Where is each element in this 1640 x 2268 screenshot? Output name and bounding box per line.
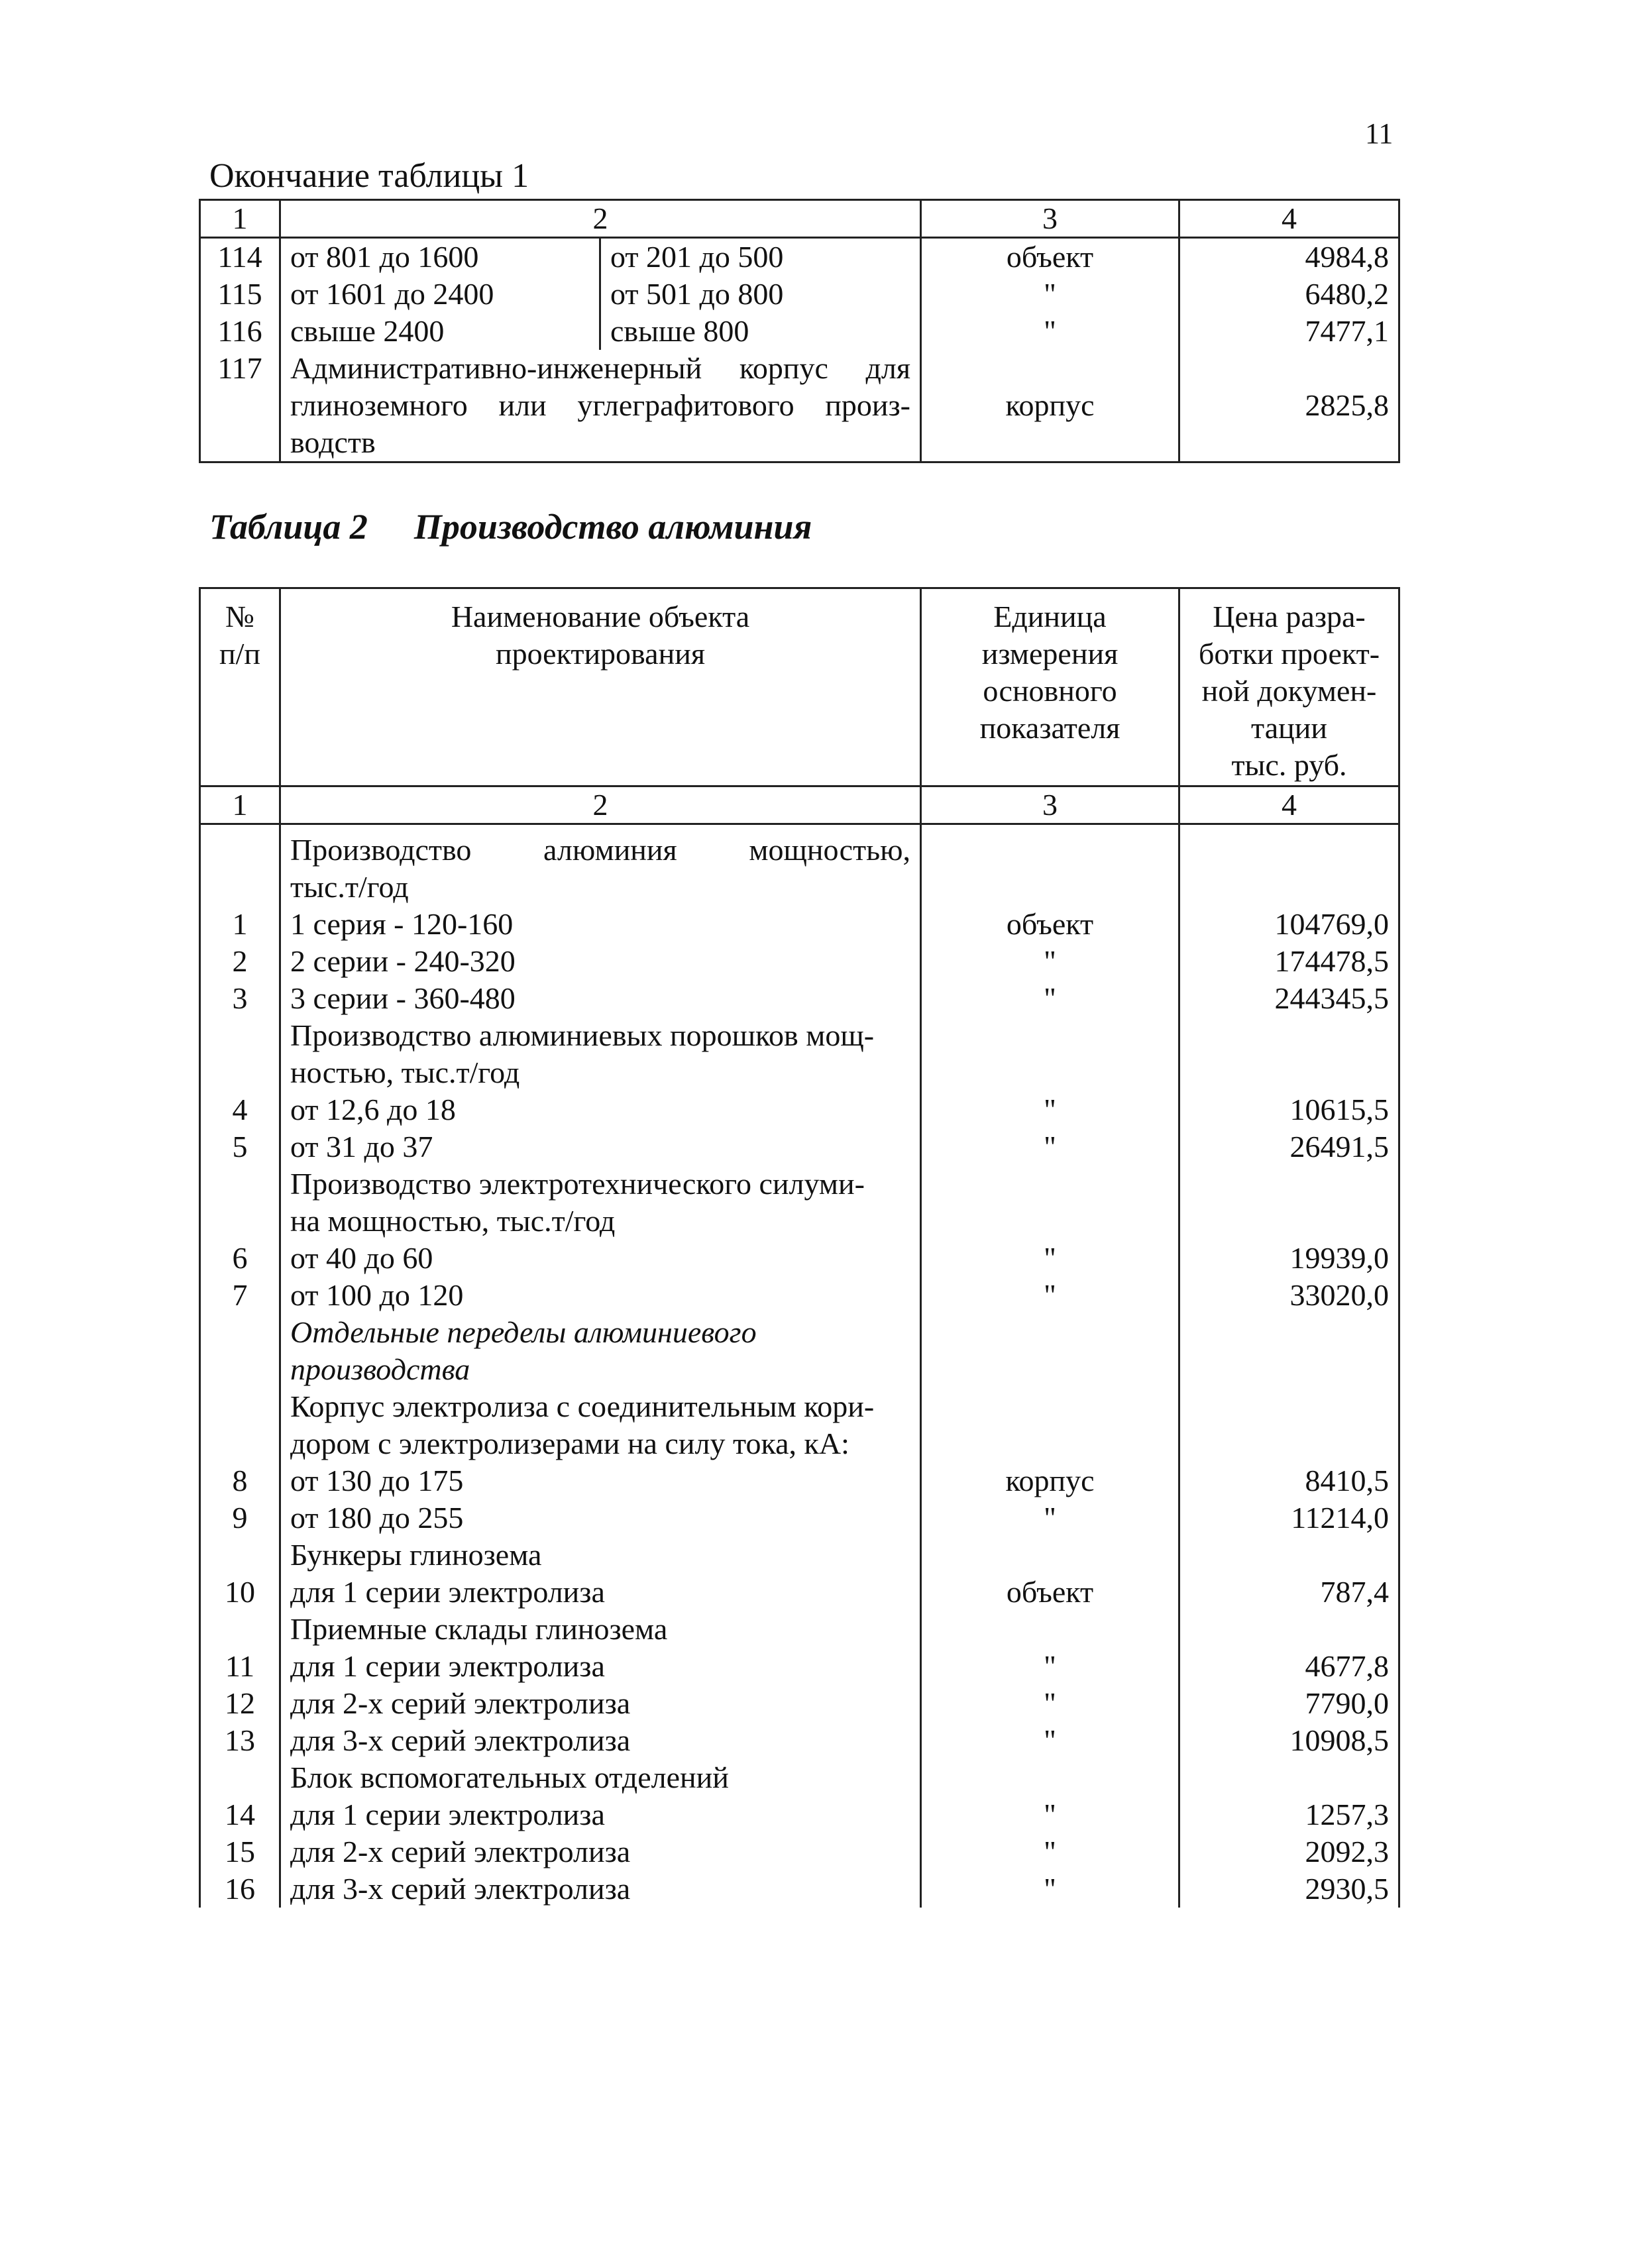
name-line: Административно-инженерный корпус для bbox=[290, 351, 910, 385]
table-row bbox=[200, 1833, 1399, 1870]
unit-cell: " bbox=[921, 313, 1179, 350]
unit-cell bbox=[921, 1165, 1179, 1203]
object-name: для 2-х серий электролиза bbox=[280, 1833, 921, 1870]
col-number: 4 bbox=[1179, 200, 1399, 238]
name-line: водств bbox=[290, 425, 376, 459]
header-line: № bbox=[225, 600, 254, 633]
col-number: 4 bbox=[1179, 786, 1399, 824]
row-number: 10 bbox=[225, 1575, 255, 1609]
object-name: для 2-х серий электролиза bbox=[280, 1685, 921, 1722]
col-number: 1 bbox=[200, 200, 280, 238]
name-line: глиноземного или углеграфитового произ- bbox=[290, 388, 910, 422]
object-name: 3 серии - 360-480 bbox=[280, 980, 921, 1017]
object-name: Производство электротехнического силуми- bbox=[280, 1165, 921, 1203]
col-number: 3 bbox=[921, 786, 1179, 824]
row-number: 5 bbox=[232, 1130, 248, 1163]
header-number bbox=[200, 588, 280, 786]
object-name: Отдельные переделы алюминиевого bbox=[280, 1314, 921, 1351]
table-2-body bbox=[200, 824, 1399, 1908]
col-number: 2 bbox=[280, 786, 921, 824]
row-number: 2 bbox=[232, 944, 248, 978]
price-cell bbox=[1179, 1017, 1399, 1054]
table-row bbox=[200, 1240, 1399, 1277]
price-cell bbox=[1179, 1537, 1399, 1574]
unit-cell bbox=[921, 1017, 1179, 1054]
price-cell: 6480,2 bbox=[1179, 276, 1399, 313]
row-number: 117 bbox=[217, 351, 262, 385]
price-cell bbox=[1179, 1611, 1399, 1648]
price-cell bbox=[1179, 1203, 1399, 1240]
col-number: 1 bbox=[200, 786, 280, 824]
object-name: для 1 серии электролиза bbox=[280, 1796, 921, 1833]
object-name: Приемные склады глинозема bbox=[280, 1611, 921, 1648]
object-name: Производство алюминиевых порошков мощ- bbox=[280, 1017, 921, 1054]
unit-cell bbox=[921, 869, 1179, 906]
object-name: для 1 серии электролиза bbox=[280, 1574, 921, 1611]
price-cell bbox=[1179, 1351, 1399, 1388]
header-line: основного bbox=[983, 674, 1117, 708]
table-row bbox=[200, 1462, 1399, 1499]
table-row bbox=[200, 1054, 1399, 1091]
price-cell: 244345,5 bbox=[1179, 980, 1399, 1017]
header-line: п/п bbox=[219, 637, 260, 671]
continuation-caption: Окончание таблицы 1 bbox=[209, 157, 529, 195]
header-line: тации bbox=[1251, 711, 1327, 745]
unit-cell: " bbox=[921, 1833, 1179, 1870]
object-name: на мощностью, тыс.т/год bbox=[280, 1203, 921, 1240]
row-number: 8 bbox=[232, 1464, 248, 1497]
table-2-title: Производство алюминия bbox=[413, 507, 812, 547]
table-row bbox=[200, 313, 1399, 350]
unit-cell: объект bbox=[921, 906, 1179, 943]
object-name: 2 серии - 240-320 bbox=[280, 943, 921, 980]
object-name: от 31 до 37 bbox=[280, 1128, 921, 1165]
header-line: Единица bbox=[993, 600, 1107, 633]
object-name: Бункеры глинозема bbox=[280, 1537, 921, 1574]
unit-cell: " bbox=[921, 1277, 1179, 1314]
header-line: Наименование объекта bbox=[451, 600, 750, 633]
col-number: 2 bbox=[280, 200, 921, 238]
unit-cell bbox=[921, 1759, 1179, 1796]
price-cell bbox=[1179, 869, 1399, 906]
unit-cell bbox=[921, 1611, 1179, 1648]
unit-cell bbox=[921, 1203, 1179, 1240]
table-2-header bbox=[200, 588, 1399, 786]
unit-cell: " bbox=[921, 1870, 1179, 1908]
table-row bbox=[200, 1277, 1399, 1314]
unit-cell: " bbox=[921, 1128, 1179, 1165]
header-line: показателя bbox=[979, 711, 1121, 745]
object-name: от 130 до 175 bbox=[280, 1462, 921, 1499]
header-line: Цена разра- bbox=[1213, 600, 1366, 633]
price-cell: 7790,0 bbox=[1179, 1685, 1399, 1722]
unit-cell: " bbox=[921, 1722, 1179, 1759]
price-cell: 26491,5 bbox=[1179, 1128, 1399, 1165]
unit-cell bbox=[921, 1388, 1179, 1425]
table-2-column-numbers bbox=[200, 786, 1399, 824]
unit-cell bbox=[921, 1054, 1179, 1091]
object-name: дором с электролизерами на силу тока, кА: bbox=[280, 1425, 921, 1462]
unit-cell bbox=[921, 1314, 1179, 1351]
header-price bbox=[1179, 588, 1399, 786]
unit-cell: " bbox=[921, 1685, 1179, 1722]
price-cell bbox=[1179, 1425, 1399, 1462]
price-cell: 8410,5 bbox=[1179, 1462, 1399, 1499]
table-row bbox=[200, 1648, 1399, 1685]
row-number bbox=[200, 1203, 280, 1240]
object-name bbox=[280, 350, 921, 462]
price-cell bbox=[1179, 1165, 1399, 1203]
row-number bbox=[200, 1759, 280, 1796]
range-b: от 501 до 800 bbox=[600, 276, 921, 313]
price-cell: 4677,8 bbox=[1179, 1648, 1399, 1685]
row-number bbox=[200, 1351, 280, 1388]
row-number: 9 bbox=[232, 1501, 248, 1535]
object-name: тыс.т/год bbox=[280, 869, 921, 906]
table-row bbox=[200, 1759, 1399, 1796]
object-name: от 12,6 до 18 bbox=[280, 1091, 921, 1128]
table-row bbox=[200, 943, 1399, 980]
price-cell: 11214,0 bbox=[1179, 1499, 1399, 1537]
table-row bbox=[200, 1499, 1399, 1537]
object-name: от 40 до 60 bbox=[280, 1240, 921, 1277]
table-row bbox=[200, 1870, 1399, 1908]
row-number: 14 bbox=[225, 1798, 255, 1831]
table-row bbox=[200, 1722, 1399, 1759]
row-number: 16 bbox=[225, 1872, 255, 1906]
range-a: свыше 2400 bbox=[280, 313, 600, 350]
row-number bbox=[200, 1425, 280, 1462]
col-number: 3 bbox=[921, 200, 1179, 238]
unit-cell: " bbox=[921, 276, 1179, 313]
header-unit bbox=[921, 588, 1179, 786]
row-number: 12 bbox=[225, 1686, 255, 1720]
table-row bbox=[200, 238, 1399, 276]
page-number: 11 bbox=[1365, 117, 1394, 150]
row-number: 13 bbox=[225, 1723, 255, 1757]
table-row bbox=[200, 1611, 1399, 1648]
unit-cell bbox=[921, 1425, 1179, 1462]
row-number bbox=[200, 1165, 280, 1203]
table-row bbox=[200, 1796, 1399, 1833]
unit-cell: " bbox=[921, 1796, 1179, 1833]
row-number bbox=[200, 1314, 280, 1351]
price-cell: 104769,0 bbox=[1179, 906, 1399, 943]
object-name: от 180 до 255 bbox=[280, 1499, 921, 1537]
price-cell: 1257,3 bbox=[1179, 1796, 1399, 1833]
table-row bbox=[200, 906, 1399, 943]
unit-cell: " bbox=[921, 1499, 1179, 1537]
unit-cell: корпус bbox=[921, 350, 1179, 462]
table-2-label: Таблица 2 bbox=[209, 507, 368, 547]
row-number: 7 bbox=[232, 1278, 248, 1312]
table-row bbox=[200, 1128, 1399, 1165]
object-name: Производство алюминия мощностью, bbox=[280, 824, 921, 869]
price-cell: 10908,5 bbox=[1179, 1722, 1399, 1759]
price-cell: 174478,5 bbox=[1179, 943, 1399, 980]
table-row bbox=[200, 1685, 1399, 1722]
header-line: ной докумен- bbox=[1201, 674, 1377, 708]
unit-cell: объект bbox=[921, 238, 1179, 276]
header-name bbox=[280, 588, 921, 786]
unit-cell: " bbox=[921, 1648, 1179, 1685]
price-cell: 787,4 bbox=[1179, 1574, 1399, 1611]
range-b: свыше 800 bbox=[600, 313, 921, 350]
row-number: 114 bbox=[217, 240, 262, 274]
range-a: от 801 до 1600 bbox=[280, 238, 600, 276]
row-number: 116 bbox=[217, 314, 262, 348]
object-name: Блок вспомогательных отделений bbox=[280, 1759, 921, 1796]
row-number bbox=[200, 869, 280, 906]
header-line: тыс. руб. bbox=[1231, 748, 1347, 782]
price-cell: 2092,3 bbox=[1179, 1833, 1399, 1870]
price-cell: 2825,8 bbox=[1179, 350, 1399, 462]
object-name: производства bbox=[280, 1351, 921, 1388]
row-number: 115 bbox=[217, 277, 262, 311]
row-number bbox=[200, 1017, 280, 1054]
range-b: от 201 до 500 bbox=[600, 238, 921, 276]
unit-cell: " bbox=[921, 943, 1179, 980]
table-row bbox=[200, 350, 1399, 462]
row-number: 4 bbox=[232, 1093, 248, 1126]
table-2 bbox=[199, 587, 1400, 1908]
table-row bbox=[200, 980, 1399, 1017]
table-row bbox=[200, 276, 1399, 313]
unit-cell: объект bbox=[921, 1574, 1179, 1611]
price-cell: 7477,1 bbox=[1179, 313, 1399, 350]
row-number: 6 bbox=[232, 1241, 248, 1275]
price-cell: 33020,0 bbox=[1179, 1277, 1399, 1314]
header-line: измерения bbox=[981, 637, 1119, 671]
object-name: для 3-х серий электролиза bbox=[280, 1870, 921, 1908]
unit-cell bbox=[921, 1351, 1179, 1388]
row-number: 3 bbox=[232, 981, 248, 1015]
header-line: ботки проект- bbox=[1198, 637, 1380, 671]
row-number: 15 bbox=[225, 1835, 255, 1868]
table-row bbox=[200, 1091, 1399, 1128]
object-name: 1 серия - 120-160 bbox=[280, 906, 921, 943]
table-row bbox=[200, 1314, 1399, 1351]
unit-cell: " bbox=[921, 1240, 1179, 1277]
price-cell bbox=[1179, 1388, 1399, 1425]
table-row bbox=[200, 1388, 1399, 1425]
table-row bbox=[200, 1425, 1399, 1462]
row-number: 11 bbox=[225, 1649, 255, 1683]
object-name: для 1 серии электролиза bbox=[280, 1648, 921, 1685]
table-1-end bbox=[199, 199, 1400, 463]
unit-cell: " bbox=[921, 980, 1179, 1017]
row-number bbox=[200, 1611, 280, 1648]
object-name: ностью, тыс.т/год bbox=[280, 1054, 921, 1091]
unit-cell: корпус bbox=[921, 1462, 1179, 1499]
table-row bbox=[200, 1351, 1399, 1388]
range-a: от 1601 до 2400 bbox=[280, 276, 600, 313]
table-1-column-numbers bbox=[200, 200, 1399, 238]
row-number bbox=[200, 1054, 280, 1091]
row-number: 1 bbox=[232, 907, 248, 941]
price-cell: 19939,0 bbox=[1179, 1240, 1399, 1277]
table-row bbox=[200, 1537, 1399, 1574]
row-number bbox=[200, 1537, 280, 1574]
table-row bbox=[200, 869, 1399, 906]
price-cell: 2930,5 bbox=[1179, 1870, 1399, 1908]
table-row bbox=[200, 824, 1399, 869]
price-cell bbox=[1179, 1054, 1399, 1091]
table-row bbox=[200, 1574, 1399, 1611]
object-name: от 100 до 120 bbox=[280, 1277, 921, 1314]
price-cell: 10615,5 bbox=[1179, 1091, 1399, 1128]
row-number bbox=[200, 1388, 280, 1425]
table-row bbox=[200, 1165, 1399, 1203]
price-cell bbox=[1179, 1314, 1399, 1351]
price-cell bbox=[1179, 1759, 1399, 1796]
unit-cell bbox=[921, 1537, 1179, 1574]
unit-cell bbox=[921, 824, 1179, 869]
table-row bbox=[200, 1017, 1399, 1054]
object-name: Корпус электролиза с соединительным кори- bbox=[280, 1388, 921, 1425]
header-line: проектирования bbox=[496, 637, 705, 671]
row-number bbox=[200, 824, 280, 869]
table-2-caption bbox=[209, 506, 812, 547]
table-row bbox=[200, 1203, 1399, 1240]
price-cell bbox=[1179, 824, 1399, 869]
price-cell: 4984,8 bbox=[1179, 238, 1399, 276]
object-name: для 3-х серий электролиза bbox=[280, 1722, 921, 1759]
unit-cell: " bbox=[921, 1091, 1179, 1128]
